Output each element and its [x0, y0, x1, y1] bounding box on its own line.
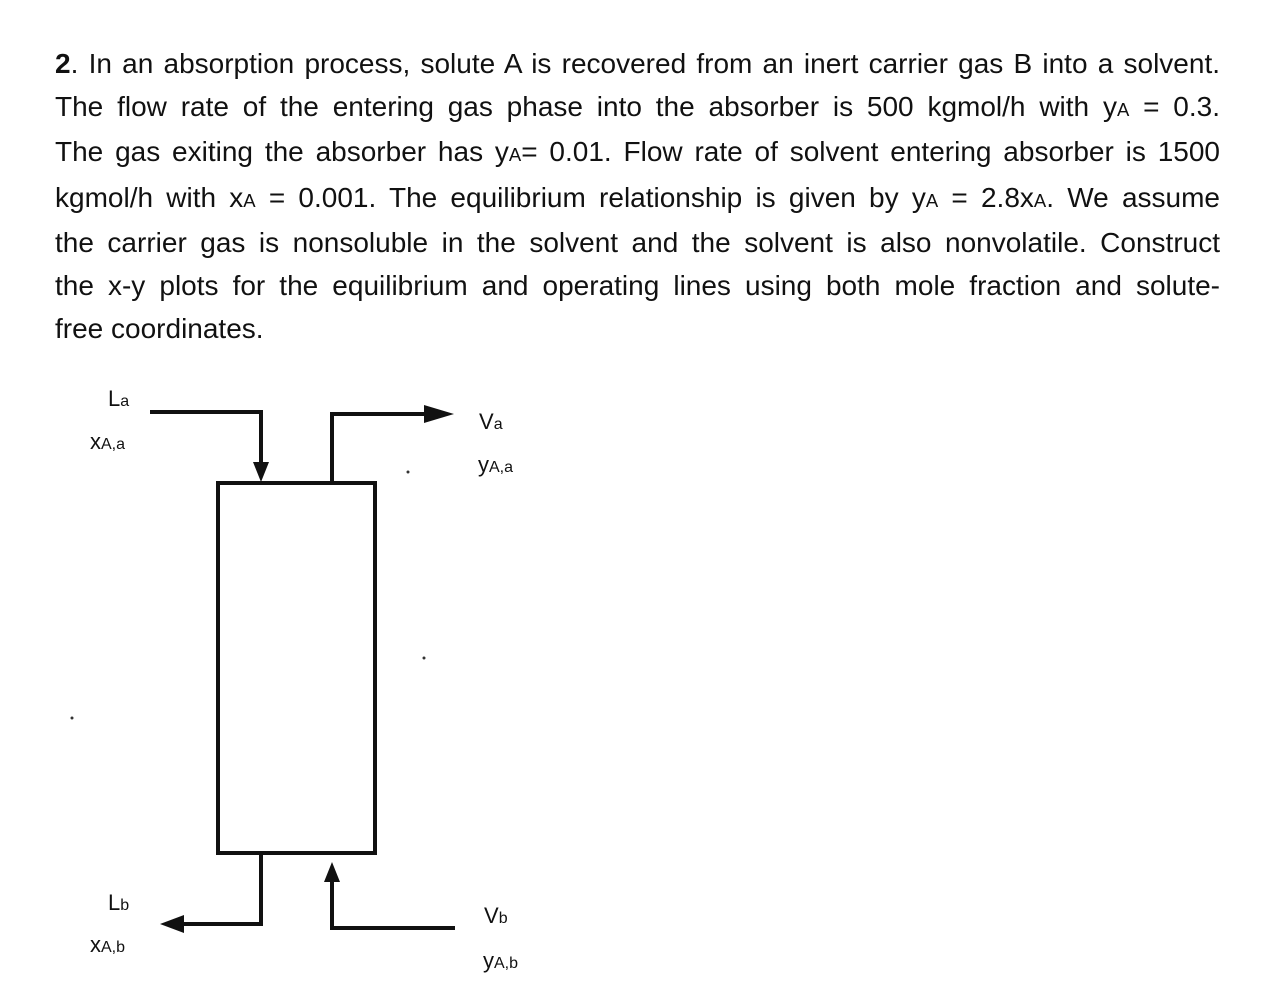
label-Va: Va: [479, 409, 503, 434]
problem-number: 2: [55, 48, 71, 79]
text-segment: The flow rate of the entering gas phase into the absorber is 500 kgmol/h with y: [55, 90, 1117, 122]
speck: [423, 657, 426, 660]
gas-outlet-line: [332, 414, 430, 483]
problem-line: 2. In an absorption process, solute A is recovered from an inert carrier gas B into a solvent.: [55, 48, 1221, 79]
text-segment: The gas exiting the absorber has y: [55, 136, 509, 168]
subscript: A: [508, 144, 522, 166]
subscript: A: [1033, 189, 1047, 211]
text-segment: kgmol/h with x: [55, 181, 244, 213]
gas-inlet-arrowhead: [324, 862, 340, 882]
text-segment: = 0.001. The equilibrium relationship is given by y: [255, 181, 926, 213]
gas-outlet-arrowhead: [424, 405, 454, 423]
liquid-inlet-line: [150, 412, 261, 468]
speck: [71, 717, 74, 720]
label-La: La: [108, 386, 130, 411]
text-segment: the x-y plots for the equilibrium and operating lines using both mole fraction and solute-: [55, 269, 1220, 301]
liquid-outlet-line: [180, 853, 261, 924]
subscript: A: [243, 189, 256, 211]
text-segment: = 0.3.: [1129, 90, 1220, 122]
text-segment: the carrier gas is nonsoluble in the solvent and the solvent is also nonvolatile. Construct: [55, 227, 1220, 259]
label-yAa: yA,a: [478, 452, 514, 477]
text-segment: = 2.8x: [938, 181, 1034, 213]
gas-inlet-line: [332, 876, 455, 928]
label-xAa: xA,a: [90, 429, 126, 454]
label-Vb: Vb: [484, 903, 508, 928]
text-segment: . We assume: [1046, 181, 1220, 213]
liquid-inlet-arrowhead: [253, 462, 269, 482]
text-segment: free coordinates.: [55, 312, 264, 344]
subscript: A: [925, 189, 939, 211]
liquid-outlet-arrowhead: [160, 915, 184, 933]
label-Lb: Lb: [108, 890, 130, 915]
text-segment: = 0.01. Flow rate of solvent entering absorber is 1500: [521, 136, 1220, 168]
subscript: A: [1116, 98, 1130, 120]
absorber-column: [218, 483, 375, 853]
text-segment: In an absorption process, solute A is recovered from an inert carrier gas B into a solvent.: [88, 48, 1221, 79]
speck: [407, 471, 410, 474]
label-yAb: yA,b: [483, 948, 519, 973]
label-xAb: xA,b: [90, 932, 126, 957]
